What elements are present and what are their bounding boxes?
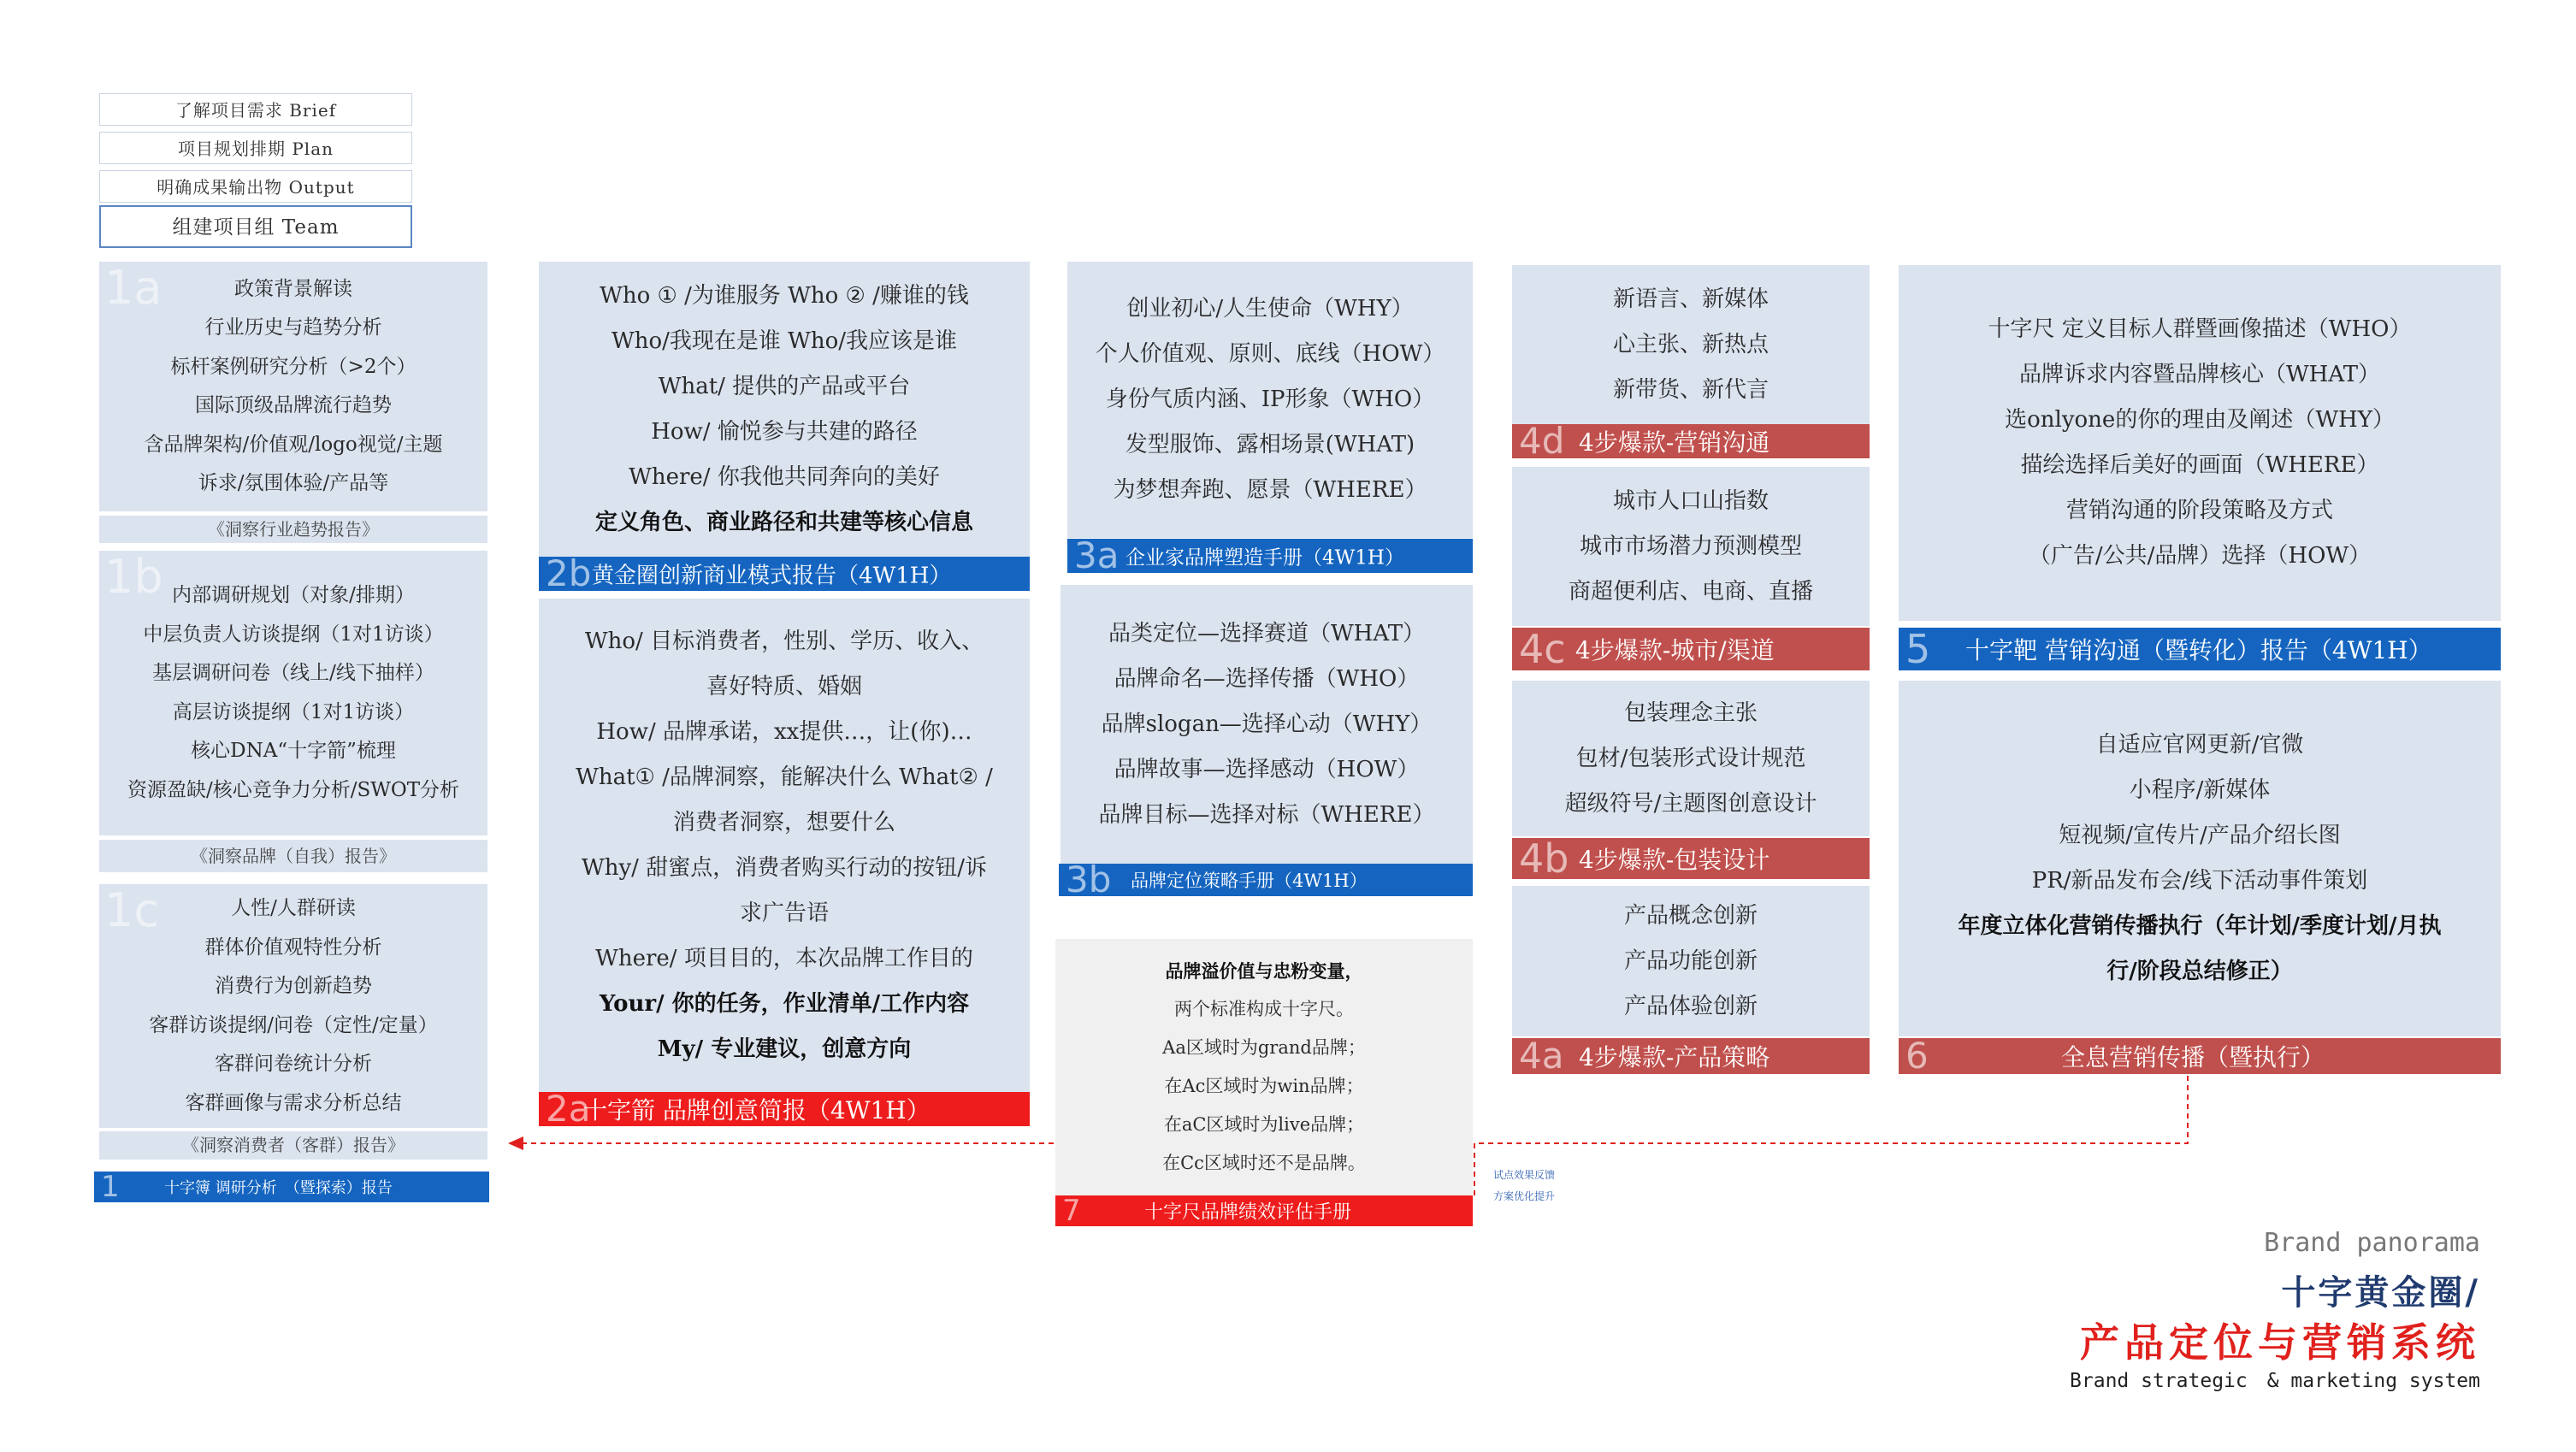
panel-1c-line: 客群访谈提纲/问卷（定性/定量） [149, 1013, 438, 1036]
panel-1a-line: 诉求/氛围体验/产品等 [198, 472, 389, 494]
bar-4b-number: 4b [1519, 838, 1569, 879]
bar-4c-number: 4c [1519, 628, 1566, 670]
output-button[interactable]: 明确成果输出物 Output [99, 170, 412, 203]
panel-1a-number: 1a [104, 261, 162, 315]
panel-1a-line: 标杆案例研究分析（>2个） [170, 355, 417, 378]
bar-5-label: 十字靶 营销沟通（暨转化）报告（4W1H） [1965, 636, 2432, 664]
panel-7-line: 在aC区域时为live品牌； [1163, 1114, 1365, 1135]
panel-6-line: 小程序/新媒体 [2129, 777, 2271, 803]
panorama-cn-title-1: 十字黄金圈/ [2281, 1272, 2480, 1313]
panel-1a-line: 国际顶级品牌流行趋势 [195, 394, 392, 416]
panel-6-line: 行/阶段总结修正） [2106, 959, 2293, 984]
panel-7-line: 在Ac区域时为win品牌； [1164, 1076, 1364, 1096]
panel-4d-line: 新带货、新代言 [1612, 376, 1769, 403]
panel-4a-line: 产品功能创新 [1623, 947, 1758, 974]
panel-3a-line: 个人价值观、原则、底线（HOW） [1095, 341, 1445, 367]
bar-3b-label: 品牌定位策略手册（4W1H） [1131, 871, 1368, 891]
feedback-note [1493, 1165, 1555, 1207]
panel-6-line: 自适应官网更新/官微 [2095, 732, 2304, 758]
panel-3b-line: 品牌slogan—选择心动（WHY） [1101, 711, 1433, 737]
panel-1c-number: 1c [104, 883, 160, 937]
feedback-note-line: 试点效果反馈 [1493, 1169, 1556, 1181]
panel-2a-line: My/ 专业建议，创意方向 [657, 1036, 912, 1062]
bar-2a-number: 2a [546, 1092, 591, 1126]
bar-7-number: 7 [1062, 1195, 1081, 1226]
bar-3a-label: 企业家品牌塑造手册（4W1H） [1126, 546, 1404, 570]
panel-5-line: 描绘选择后美好的画面（WHERE） [2020, 452, 2379, 478]
report-1c-label: 《洞察消费者（客群）报告》 [99, 1131, 487, 1160]
panel-1b-line: 中层负责人访谈提纲（1对1访谈） [143, 623, 444, 646]
panel-1a-line: 含品牌架构/价值观/logo视觉/主题 [144, 433, 443, 456]
panel-3a-line: 身份气质内涵、IP形象（WHO） [1105, 387, 1435, 412]
panel-3b-line: 品牌命名—选择传播（WHO） [1114, 665, 1420, 692]
panel-4a-line: 产品概念创新 [1623, 902, 1758, 929]
panel-7-line: 在Cc区域时还不是品牌。 [1162, 1153, 1366, 1173]
panel-5-line: 十字尺 定义目标人群暨画像描述（WHO） [1988, 316, 2412, 342]
panel-4b-line: 包装理念主张 [1623, 699, 1758, 726]
panel-5-line: （广告/公共/品牌）选择（HOW） [2028, 543, 2372, 569]
panel-4d-line: 新语言、新媒体 [1612, 286, 1769, 312]
panel-5-line: 选onlyone的你的理由及阐述（WHY） [2005, 407, 2395, 433]
bar-3a-number: 3a [1074, 539, 1120, 573]
feedback-note-line: 方案优化提升 [1493, 1190, 1556, 1202]
panel-7-line: Aa区域时为grand品牌； [1162, 1037, 1366, 1058]
panel-2a-line: Why/ 甜蜜点，消费者购买行动的按钮/诉 [582, 854, 987, 881]
panel-7-line: 两个标准构成十字尺。 [1174, 999, 1354, 1019]
panel-4c-line: 城市人口山指数 [1612, 487, 1769, 514]
panel-2a-line: 喜好特质、婚姻 [706, 673, 862, 699]
panel-1c-line: 客群画像与需求分析总结 [185, 1091, 402, 1114]
panel-6-line: 年度立体化营销传播执行（年计划/季度计划/月执 [1958, 913, 2442, 939]
panel-4c-line: 商超便利店、电商、直播 [1568, 578, 1813, 605]
brief-button[interactable]: 了解项目需求 Brief [99, 93, 412, 126]
panel-4b-line: 包材/包装形式设计规范 [1575, 745, 1806, 771]
panel-3b-line: 品牌故事—选择感动（HOW） [1114, 756, 1420, 782]
panel-4a-line: 产品体验创新 [1623, 993, 1758, 1019]
panel-1b-line: 资源盈缺/核心竞争力分析/SWOT分析 [127, 778, 460, 801]
panel-2a-line: Your/ 你的任务，作业清单/工作内容 [599, 990, 970, 1017]
bar-6-number: 6 [1905, 1038, 1929, 1074]
panel-6-line: 短视频/宣传片/产品介绍长图 [2059, 823, 2341, 848]
bar-2b-label: 黄金圈创新商业模式报告（4W1H） [592, 563, 952, 589]
panel-4b-line: 超级符号/主题图创意设计 [1564, 790, 1817, 817]
panel-1c-line: 消费行为创新趋势 [215, 975, 372, 997]
panel-1b-line: 核心DNA“十字箭”梳理 [191, 740, 396, 762]
panel-1c-line: 人性/人群研读 [231, 897, 356, 919]
panel-3b-line: 品牌目标—选择对标（WHERE） [1098, 801, 1435, 828]
panel-3a-line: 为梦想奔跑、愿景（WHERE） [1113, 477, 1427, 503]
panel-1c-line: 群体价值观特性分析 [204, 936, 382, 959]
panel-1b-line: 高层访谈提纲（1对1访谈） [172, 700, 415, 723]
panel-6-line: PR/新品发布会/线下活动事件策划 [2031, 868, 2368, 894]
bar-4a-number: 4a [1519, 1038, 1564, 1074]
panel-1b-number: 1b [104, 550, 163, 604]
panel-2a-line: Where/ 项目目的，本次品牌工作目的 [595, 945, 973, 971]
panel-5-line: 营销沟通的阶段策略及方式 [2065, 498, 2333, 523]
panel-3b-line: 品类定位—选择赛道（WHAT） [1108, 620, 1426, 646]
panel-1b-line: 内部调研规划（对象/排期） [172, 584, 415, 606]
bar-6-label: 全息营销传播（暨执行） [2061, 1043, 2325, 1071]
panel-2b-line: 定义角色、商业路径和共建等核心信息 [594, 509, 973, 535]
panorama-cn-title-2: 产品定位与营销系统 [2080, 1319, 2480, 1366]
feedback-dashed-line [1474, 1076, 2188, 1197]
panel-2b-line: Where/ 你我他共同奔向的美好 [629, 463, 940, 490]
bar-3b-number: 3b [1066, 864, 1112, 896]
bar-7-label: 十字尺品牌绩效评估手册 [1144, 1201, 1352, 1224]
bar-5-number: 5 [1905, 628, 1931, 670]
panel-4d-line: 心主张、新热点 [1612, 331, 1769, 357]
panel-7-line: 品牌溢价值与忠粉变量， [1165, 960, 1363, 982]
panorama-en-top: Brand panorama [2264, 1228, 2480, 1258]
bar-2a-label: 十字箭 品牌创意简报（4W1H） [583, 1096, 931, 1124]
bar-4d-label: 4步爆款-营销沟通 [1579, 428, 1770, 457]
panel-2b-line: What/ 提供的产品或平台 [658, 373, 911, 399]
bar-4a-label: 4步爆款-产品策略 [1579, 1043, 1770, 1071]
panel-2b-line: Who/我现在是谁 Who/我应该是谁 [611, 328, 958, 354]
bar-4c-label: 4步爆款-城市/渠道 [1575, 636, 1775, 664]
panel-2a-line: What① /品牌洞察，能解决什么 What② / [576, 764, 993, 790]
panel-3a-line: 发型服饰、露相场景(WHAT) [1125, 432, 1415, 457]
panel-2b-line: How/ 愉悦参与共建的路径 [651, 418, 918, 445]
panorama-en-bottom: Brand strategic & marketing system [2070, 1370, 2480, 1392]
panel-1a-line: 行业历史与趋势分析 [204, 316, 382, 339]
panel-3a-line: 创业初心/人生使命（WHY） [1126, 296, 1414, 322]
panel-2a-line: How/ 品牌承诺，xx提供…，让(你)… [596, 718, 972, 745]
plan-button[interactable]: 项目规划排期 Plan [99, 132, 412, 164]
bar-1-label: 十字簿 调研分析 （暨探索）报告 [164, 1179, 393, 1197]
panel-5-line: 品牌诉求内容暨品牌核心（WHAT） [2018, 362, 2381, 387]
panel-1b-line: 基层调研问卷（线上/线下抽样） [152, 662, 434, 684]
bar-1-number: 1 [101, 1172, 120, 1202]
panel-2b-line: Who ① /为谁服务 Who ② /赚谁的钱 [600, 282, 969, 309]
panel-1c-line: 客群问卷统计分析 [215, 1053, 372, 1075]
bar-2b-number: 2b [546, 557, 592, 591]
bar-4d-number: 4d [1519, 424, 1565, 458]
panel-2a-line: 消费者洞察，想要什么 [672, 809, 895, 835]
report-1a-label: 《洞察行业趋势报告》 [99, 516, 487, 543]
bar-4b-label: 4步爆款-包装设计 [1579, 846, 1770, 874]
team-button[interactable]: 组建项目组 Team [99, 205, 412, 248]
panel-2a-line: 求广告语 [739, 900, 829, 926]
panel-1a-line: 政策背景解读 [234, 277, 352, 300]
panel-4c-line: 城市市场潜力预测模型 [1579, 533, 1802, 559]
report-1b-label: 《洞察品牌（自我）报告》 [99, 840, 487, 872]
panel-2a-line: Who/ 目标消费者，性别、学历、收入、 [584, 628, 984, 654]
feedback-arrow-icon [508, 1136, 523, 1150]
